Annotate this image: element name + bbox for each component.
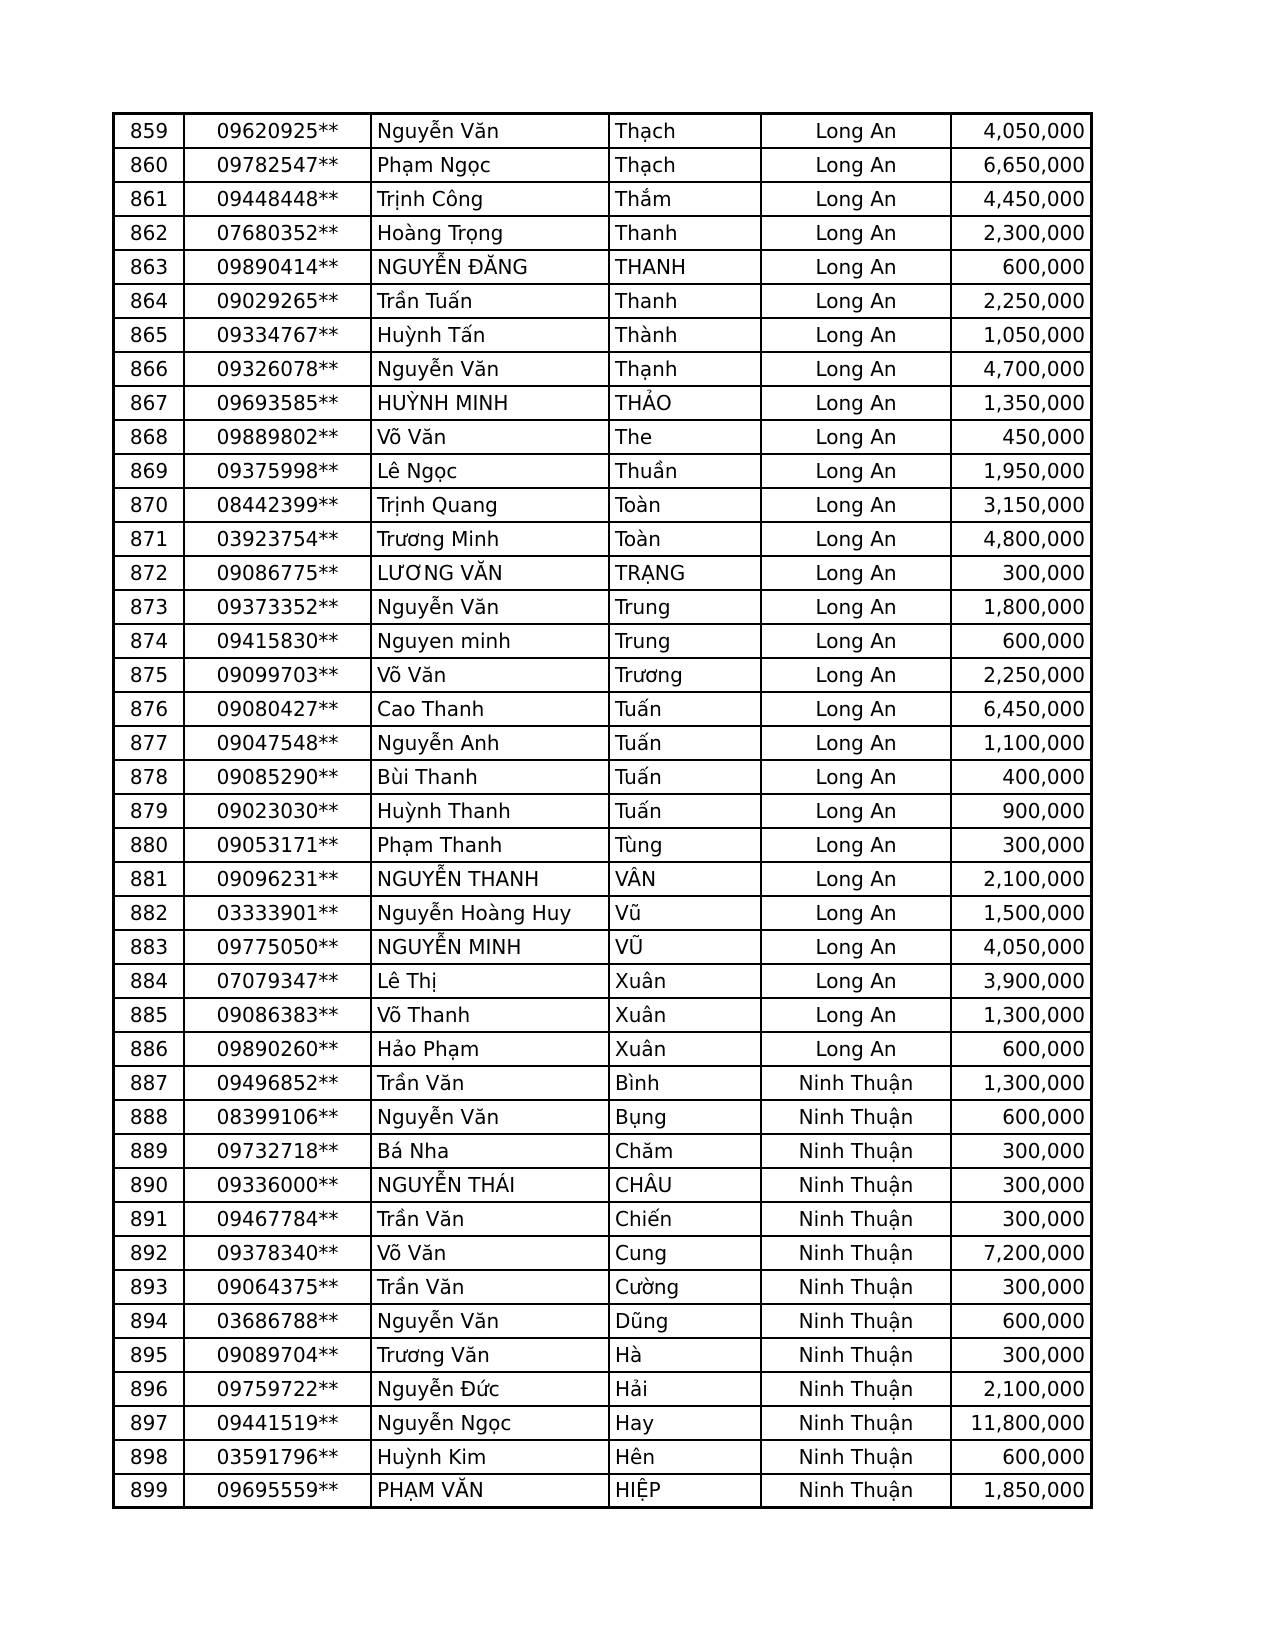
row-number-cell: 884: [114, 964, 185, 998]
family-name-cell: Nguyễn Hoàng Huy: [371, 896, 609, 930]
amount-cell: 300,000: [951, 1270, 1092, 1304]
given-name-cell: Thanh: [609, 284, 761, 318]
table-row: [114, 624, 1092, 658]
phone-number-cell: 09047548**: [184, 726, 371, 760]
family-name-cell: Trương Minh: [371, 522, 609, 556]
row-number-cell: 870: [114, 488, 185, 522]
table-row: [114, 998, 1092, 1032]
phone-number-cell: 09089704**: [184, 1338, 371, 1372]
phone-number-cell: 09732718**: [184, 1134, 371, 1168]
family-name-cell: Bùi Thanh: [371, 760, 609, 794]
row-number-cell: 875: [114, 658, 185, 692]
amount-cell: 600,000: [951, 1100, 1092, 1134]
phone-number-cell: 09378340**: [184, 1236, 371, 1270]
family-name-cell: Trịnh Quang: [371, 488, 609, 522]
table-row: [114, 726, 1092, 760]
family-name-cell: NGUYỄN THANH: [371, 862, 609, 896]
amount-cell: 4,800,000: [951, 522, 1092, 556]
table-row: [114, 386, 1092, 420]
row-number-cell: 895: [114, 1338, 185, 1372]
table-row: [114, 522, 1092, 556]
given-name-cell: Tuấn: [609, 692, 761, 726]
family-name-cell: Võ Thanh: [371, 998, 609, 1032]
given-name-cell: Xuân: [609, 1032, 761, 1066]
given-name-cell: Trương: [609, 658, 761, 692]
table-row: [114, 1406, 1092, 1440]
table-row: [114, 352, 1092, 386]
family-name-cell: Trần Văn: [371, 1270, 609, 1304]
phone-number-cell: 07079347**: [184, 964, 371, 998]
row-number-cell: 869: [114, 454, 185, 488]
row-number-cell: 883: [114, 930, 185, 964]
row-number-cell: 885: [114, 998, 185, 1032]
phone-number-cell: 03333901**: [184, 896, 371, 930]
given-name-cell: Hên: [609, 1440, 761, 1474]
table-row: [114, 1474, 1092, 1508]
phone-number-cell: 08399106**: [184, 1100, 371, 1134]
family-name-cell: Nguyễn Văn: [371, 352, 609, 386]
province-cell: Ninh Thuận: [761, 1100, 951, 1134]
phone-number-cell: 09441519**: [184, 1406, 371, 1440]
given-name-cell: Toàn: [609, 522, 761, 556]
given-name-cell: Tuấn: [609, 794, 761, 828]
amount-cell: 4,050,000: [951, 930, 1092, 964]
table-row: [114, 1304, 1092, 1338]
table-row: [114, 284, 1092, 318]
table-row: [114, 216, 1092, 250]
family-name-cell: Cao Thanh: [371, 692, 609, 726]
table-row: [114, 692, 1092, 726]
given-name-cell: VÂN: [609, 862, 761, 896]
family-name-cell: Huỳnh Tấn: [371, 318, 609, 352]
row-number-cell: 881: [114, 862, 185, 896]
province-cell: Long An: [761, 726, 951, 760]
given-name-cell: Hà: [609, 1338, 761, 1372]
given-name-cell: Cường: [609, 1270, 761, 1304]
phone-number-cell: 09467784**: [184, 1202, 371, 1236]
family-name-cell: HUỲNH MINH: [371, 386, 609, 420]
province-cell: Ninh Thuận: [761, 1304, 951, 1338]
amount-cell: 600,000: [951, 250, 1092, 284]
table-row: [114, 182, 1092, 216]
row-number-cell: 892: [114, 1236, 185, 1270]
given-name-cell: THANH: [609, 250, 761, 284]
row-number-cell: 879: [114, 794, 185, 828]
family-name-cell: Phạm Ngọc: [371, 148, 609, 182]
family-name-cell: Nguyen minh: [371, 624, 609, 658]
amount-cell: 4,450,000: [951, 182, 1092, 216]
row-number-cell: 898: [114, 1440, 185, 1474]
amount-cell: 1,950,000: [951, 454, 1092, 488]
row-number-cell: 894: [114, 1304, 185, 1338]
amount-cell: 1,050,000: [951, 318, 1092, 352]
province-cell: Long An: [761, 522, 951, 556]
row-number-cell: 868: [114, 420, 185, 454]
family-name-cell: Trần Tuấn: [371, 284, 609, 318]
amount-cell: 1,300,000: [951, 1066, 1092, 1100]
given-name-cell: Tùng: [609, 828, 761, 862]
family-name-cell: Nguyễn Văn: [371, 1100, 609, 1134]
table-row: [114, 1168, 1092, 1202]
province-cell: Long An: [761, 386, 951, 420]
province-cell: Long An: [761, 1032, 951, 1066]
given-name-cell: Cung: [609, 1236, 761, 1270]
given-name-cell: Xuân: [609, 964, 761, 998]
row-number-cell: 886: [114, 1032, 185, 1066]
amount-cell: 600,000: [951, 624, 1092, 658]
family-name-cell: LƯƠNG VĂN: [371, 556, 609, 590]
phone-number-cell: 09620925**: [184, 114, 371, 148]
phone-number-cell: 09086775**: [184, 556, 371, 590]
phone-number-cell: 09336000**: [184, 1168, 371, 1202]
province-cell: Ninh Thuận: [761, 1134, 951, 1168]
amount-cell: 300,000: [951, 1202, 1092, 1236]
given-name-cell: Thạch: [609, 114, 761, 148]
amount-cell: 1,100,000: [951, 726, 1092, 760]
given-name-cell: Trung: [609, 590, 761, 624]
given-name-cell: Chăm: [609, 1134, 761, 1168]
given-name-cell: VŨ: [609, 930, 761, 964]
given-name-cell: Hay: [609, 1406, 761, 1440]
table-row: [114, 862, 1092, 896]
family-name-cell: Nguyễn Đức: [371, 1372, 609, 1406]
row-number-cell: 877: [114, 726, 185, 760]
given-name-cell: Thuần: [609, 454, 761, 488]
amount-cell: 7,200,000: [951, 1236, 1092, 1270]
province-cell: Long An: [761, 658, 951, 692]
row-number-cell: 865: [114, 318, 185, 352]
family-name-cell: Bá Nha: [371, 1134, 609, 1168]
given-name-cell: TRẠNG: [609, 556, 761, 590]
given-name-cell: Dũng: [609, 1304, 761, 1338]
amount-cell: 600,000: [951, 1304, 1092, 1338]
amount-cell: 6,450,000: [951, 692, 1092, 726]
phone-number-cell: 09448448**: [184, 182, 371, 216]
given-name-cell: Tuấn: [609, 726, 761, 760]
province-cell: Long An: [761, 556, 951, 590]
province-cell: Long An: [761, 760, 951, 794]
family-name-cell: Trịnh Công: [371, 182, 609, 216]
province-cell: Long An: [761, 250, 951, 284]
recipient-table: [112, 112, 1093, 1509]
table-row: [114, 1032, 1092, 1066]
province-cell: Ninh Thuận: [761, 1338, 951, 1372]
row-number-cell: 876: [114, 692, 185, 726]
given-name-cell: HIỆP: [609, 1474, 761, 1508]
table-body: [114, 114, 1092, 1508]
province-cell: Long An: [761, 998, 951, 1032]
phone-number-cell: 09775050**: [184, 930, 371, 964]
row-number-cell: 863: [114, 250, 185, 284]
table-row: [114, 454, 1092, 488]
phone-number-cell: 09023030**: [184, 794, 371, 828]
province-cell: Long An: [761, 454, 951, 488]
amount-cell: 300,000: [951, 828, 1092, 862]
phone-number-cell: 03591796**: [184, 1440, 371, 1474]
table-row: [114, 896, 1092, 930]
amount-cell: 6,650,000: [951, 148, 1092, 182]
province-cell: Ninh Thuận: [761, 1236, 951, 1270]
given-name-cell: Thanh: [609, 216, 761, 250]
given-name-cell: Toàn: [609, 488, 761, 522]
row-number-cell: 889: [114, 1134, 185, 1168]
row-number-cell: 871: [114, 522, 185, 556]
given-name-cell: Bình: [609, 1066, 761, 1100]
given-name-cell: Trung: [609, 624, 761, 658]
phone-number-cell: 09415830**: [184, 624, 371, 658]
table-row: [114, 250, 1092, 284]
phone-number-cell: 09375998**: [184, 454, 371, 488]
row-number-cell: 891: [114, 1202, 185, 1236]
family-name-cell: Võ Văn: [371, 1236, 609, 1270]
table-row: [114, 114, 1092, 148]
table-row: [114, 828, 1092, 862]
province-cell: Long An: [761, 794, 951, 828]
family-name-cell: Võ Văn: [371, 420, 609, 454]
province-cell: Long An: [761, 420, 951, 454]
province-cell: Long An: [761, 896, 951, 930]
family-name-cell: Nguyễn Ngọc: [371, 1406, 609, 1440]
table-row: [114, 318, 1092, 352]
province-cell: Long An: [761, 352, 951, 386]
phone-number-cell: 09889802**: [184, 420, 371, 454]
table-row: [114, 760, 1092, 794]
amount-cell: 1,500,000: [951, 896, 1092, 930]
family-name-cell: Lê Ngọc: [371, 454, 609, 488]
amount-cell: 300,000: [951, 1168, 1092, 1202]
amount-cell: 2,250,000: [951, 658, 1092, 692]
province-cell: Long An: [761, 488, 951, 522]
province-cell: Long An: [761, 862, 951, 896]
row-number-cell: 873: [114, 590, 185, 624]
table-row: [114, 1440, 1092, 1474]
amount-cell: 2,100,000: [951, 1372, 1092, 1406]
amount-cell: 1,800,000: [951, 590, 1092, 624]
family-name-cell: Lê Thị: [371, 964, 609, 998]
table-row: [114, 148, 1092, 182]
row-number-cell: 878: [114, 760, 185, 794]
table-row: [114, 1202, 1092, 1236]
row-number-cell: 899: [114, 1474, 185, 1508]
family-name-cell: Hảo Phạm: [371, 1032, 609, 1066]
amount-cell: 11,800,000: [951, 1406, 1092, 1440]
row-number-cell: 888: [114, 1100, 185, 1134]
family-name-cell: Nguyễn Văn: [371, 590, 609, 624]
row-number-cell: 896: [114, 1372, 185, 1406]
province-cell: Long An: [761, 182, 951, 216]
table-row: [114, 794, 1092, 828]
row-number-cell: 862: [114, 216, 185, 250]
family-name-cell: Võ Văn: [371, 658, 609, 692]
phone-number-cell: 09496852**: [184, 1066, 371, 1100]
table-row: [114, 1338, 1092, 1372]
amount-cell: 400,000: [951, 760, 1092, 794]
province-cell: Long An: [761, 828, 951, 862]
given-name-cell: Bụng: [609, 1100, 761, 1134]
family-name-cell: Nguyễn Văn: [371, 1304, 609, 1338]
family-name-cell: Huỳnh Thanh: [371, 794, 609, 828]
phone-number-cell: 09695559**: [184, 1474, 371, 1508]
family-name-cell: Trần Văn: [371, 1202, 609, 1236]
row-number-cell: 861: [114, 182, 185, 216]
phone-number-cell: 03686788**: [184, 1304, 371, 1338]
table-row: [114, 1100, 1092, 1134]
given-name-cell: Thành: [609, 318, 761, 352]
given-name-cell: CHÂU: [609, 1168, 761, 1202]
amount-cell: 600,000: [951, 1440, 1092, 1474]
given-name-cell: Hải: [609, 1372, 761, 1406]
family-name-cell: NGUYỄN MINH: [371, 930, 609, 964]
family-name-cell: Trần Văn: [371, 1066, 609, 1100]
table-row: [114, 590, 1092, 624]
province-cell: Long An: [761, 930, 951, 964]
amount-cell: 300,000: [951, 1134, 1092, 1168]
phone-number-cell: 09064375**: [184, 1270, 371, 1304]
row-number-cell: 893: [114, 1270, 185, 1304]
province-cell: Ninh Thuận: [761, 1474, 951, 1508]
family-name-cell: Hoàng Trọng: [371, 216, 609, 250]
family-name-cell: Phạm Thanh: [371, 828, 609, 862]
phone-number-cell: 09085290**: [184, 760, 371, 794]
row-number-cell: 880: [114, 828, 185, 862]
province-cell: Ninh Thuận: [761, 1440, 951, 1474]
table-row: [114, 420, 1092, 454]
amount-cell: 900,000: [951, 794, 1092, 828]
province-cell: Long An: [761, 216, 951, 250]
family-name-cell: Trương Văn: [371, 1338, 609, 1372]
table-row: [114, 556, 1092, 590]
family-name-cell: Nguyễn Anh: [371, 726, 609, 760]
row-number-cell: 864: [114, 284, 185, 318]
family-name-cell: PHẠM VĂN: [371, 1474, 609, 1508]
amount-cell: 3,900,000: [951, 964, 1092, 998]
row-number-cell: 897: [114, 1406, 185, 1440]
province-cell: Long An: [761, 964, 951, 998]
amount-cell: 4,700,000: [951, 352, 1092, 386]
province-cell: Long An: [761, 148, 951, 182]
amount-cell: 450,000: [951, 420, 1092, 454]
phone-number-cell: 09086383**: [184, 998, 371, 1032]
phone-number-cell: 09029265**: [184, 284, 371, 318]
phone-number-cell: 09782547**: [184, 148, 371, 182]
phone-number-cell: 08442399**: [184, 488, 371, 522]
table-row: [114, 1134, 1092, 1168]
province-cell: Ninh Thuận: [761, 1202, 951, 1236]
amount-cell: 2,100,000: [951, 862, 1092, 896]
province-cell: Long An: [761, 318, 951, 352]
table-row: [114, 488, 1092, 522]
amount-cell: 2,300,000: [951, 216, 1092, 250]
phone-number-cell: 09099703**: [184, 658, 371, 692]
province-cell: Ninh Thuận: [761, 1406, 951, 1440]
phone-number-cell: 09096231**: [184, 862, 371, 896]
phone-number-cell: 07680352**: [184, 216, 371, 250]
amount-cell: 1,850,000: [951, 1474, 1092, 1508]
table-row: [114, 930, 1092, 964]
province-cell: Long An: [761, 284, 951, 318]
phone-number-cell: 09890414**: [184, 250, 371, 284]
amount-cell: 1,350,000: [951, 386, 1092, 420]
province-cell: Long An: [761, 590, 951, 624]
family-name-cell: NGUYỄN THÁI: [371, 1168, 609, 1202]
amount-cell: 600,000: [951, 1032, 1092, 1066]
table-row: [114, 1236, 1092, 1270]
phone-number-cell: 03923754**: [184, 522, 371, 556]
province-cell: Long An: [761, 114, 951, 148]
phone-number-cell: 09334767**: [184, 318, 371, 352]
phone-number-cell: 09890260**: [184, 1032, 371, 1066]
province-cell: Ninh Thuận: [761, 1168, 951, 1202]
row-number-cell: 866: [114, 352, 185, 386]
province-cell: Ninh Thuận: [761, 1372, 951, 1406]
given-name-cell: THẢO: [609, 386, 761, 420]
amount-cell: 4,050,000: [951, 114, 1092, 148]
given-name-cell: Thạnh: [609, 352, 761, 386]
phone-number-cell: 09693585**: [184, 386, 371, 420]
row-number-cell: 859: [114, 114, 185, 148]
province-cell: Long An: [761, 692, 951, 726]
row-number-cell: 882: [114, 896, 185, 930]
table-row: [114, 964, 1092, 998]
phone-number-cell: 09326078**: [184, 352, 371, 386]
family-name-cell: NGUYỄN ĐĂNG: [371, 250, 609, 284]
phone-number-cell: 09759722**: [184, 1372, 371, 1406]
phone-number-cell: 09373352**: [184, 590, 371, 624]
given-name-cell: Thạch: [609, 148, 761, 182]
table-row: [114, 1372, 1092, 1406]
province-cell: Long An: [761, 624, 951, 658]
given-name-cell: Tuấn: [609, 760, 761, 794]
row-number-cell: 860: [114, 148, 185, 182]
amount-cell: 300,000: [951, 556, 1092, 590]
family-name-cell: Nguyễn Văn: [371, 114, 609, 148]
amount-cell: 2,250,000: [951, 284, 1092, 318]
family-name-cell: Huỳnh Kim: [371, 1440, 609, 1474]
given-name-cell: Thắm: [609, 182, 761, 216]
row-number-cell: 872: [114, 556, 185, 590]
row-number-cell: 890: [114, 1168, 185, 1202]
row-number-cell: 887: [114, 1066, 185, 1100]
table-row: [114, 658, 1092, 692]
phone-number-cell: 09080427**: [184, 692, 371, 726]
table-row: [114, 1270, 1092, 1304]
province-cell: Ninh Thuận: [761, 1066, 951, 1100]
given-name-cell: Xuân: [609, 998, 761, 1032]
given-name-cell: The: [609, 420, 761, 454]
amount-cell: 300,000: [951, 1338, 1092, 1372]
given-name-cell: Vũ: [609, 896, 761, 930]
given-name-cell: Chiến: [609, 1202, 761, 1236]
amount-cell: 3,150,000: [951, 488, 1092, 522]
province-cell: Ninh Thuận: [761, 1270, 951, 1304]
table-row: [114, 1066, 1092, 1100]
amount-cell: 1,300,000: [951, 998, 1092, 1032]
row-number-cell: 874: [114, 624, 185, 658]
phone-number-cell: 09053171**: [184, 828, 371, 862]
row-number-cell: 867: [114, 386, 185, 420]
